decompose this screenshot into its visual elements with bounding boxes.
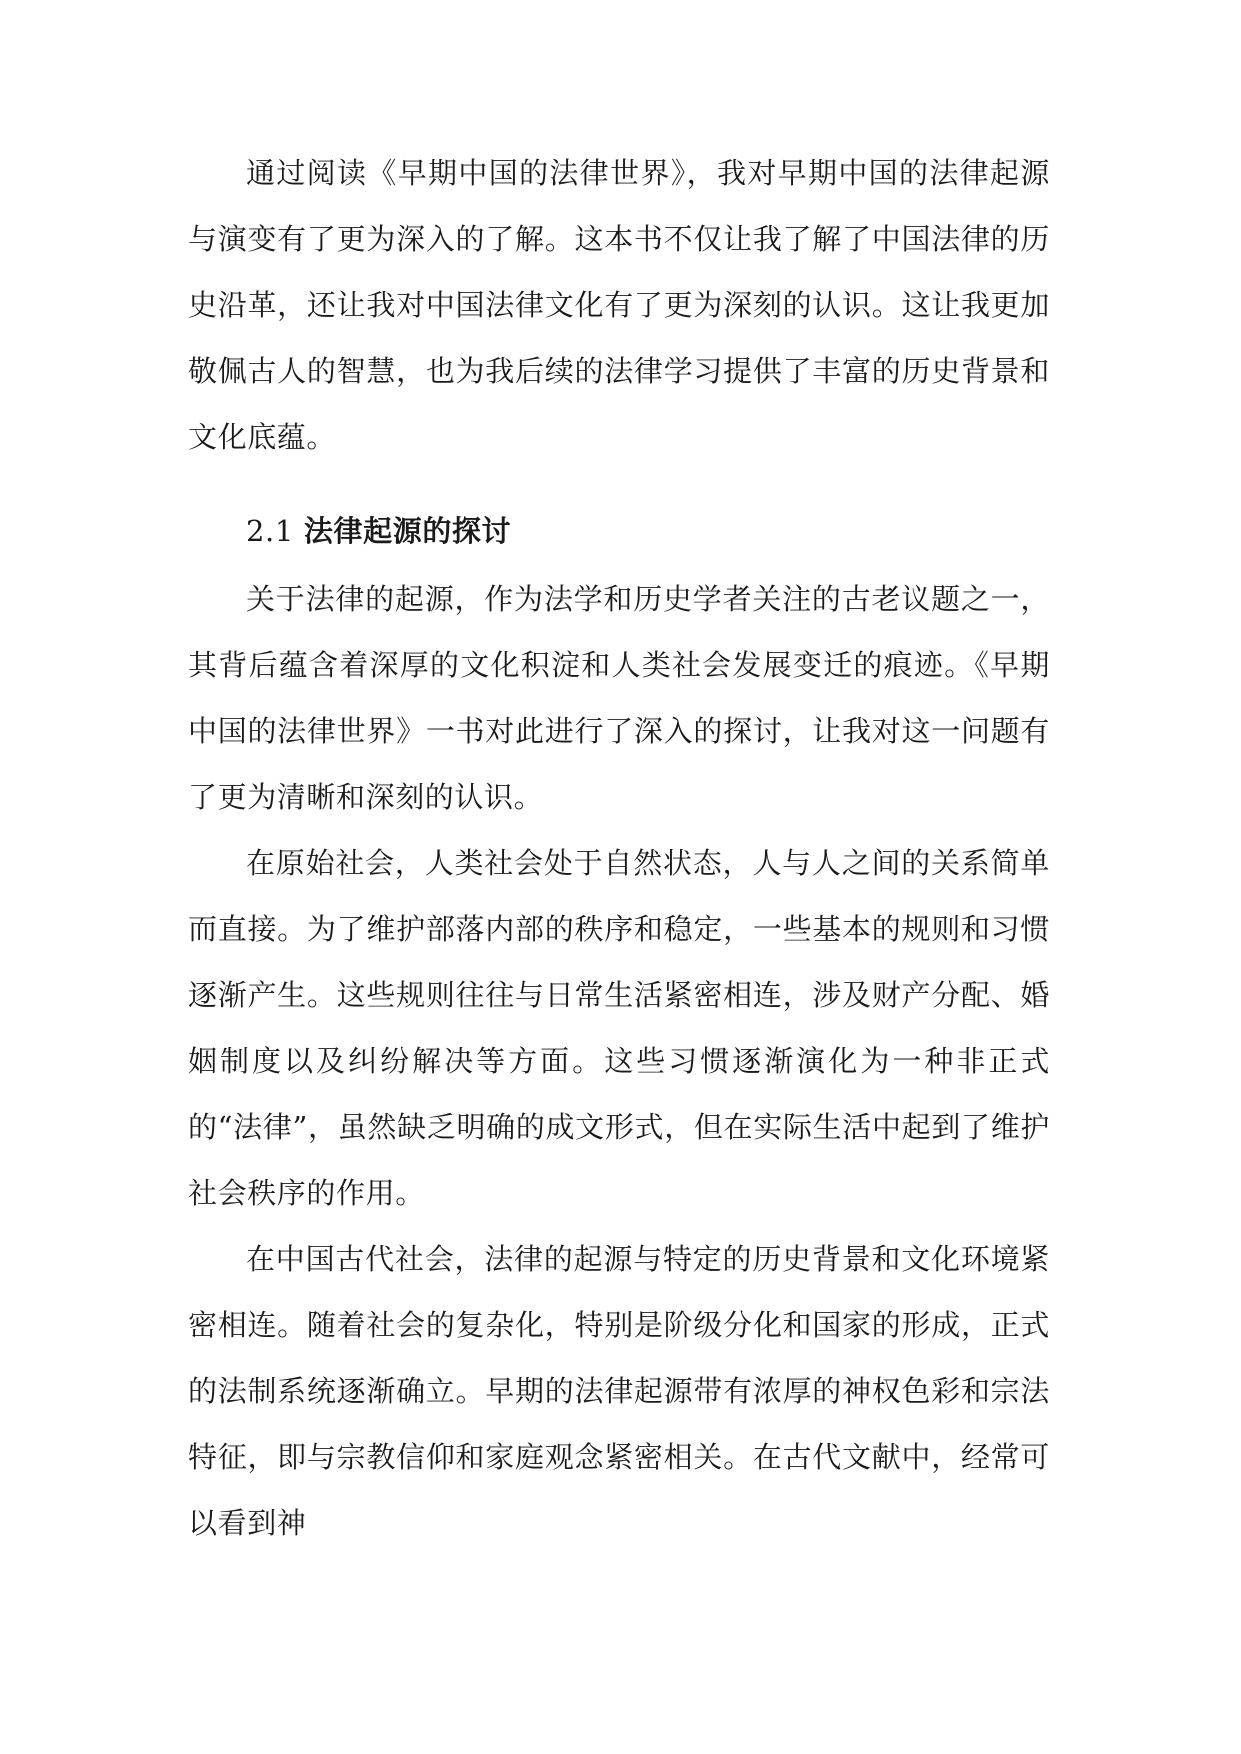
section-number: 2.1 (246, 514, 294, 548)
intro-paragraph: 通过阅读《早期中国的法律世界》，我对早期中国的法律起源与演变有了更为深入的了解。这本书不仅让我了解了中国法律的历史沿革，还让我对中国法律文化有了更为深刻的认识。这让我更加敬佩古人的智慧，也为我后续的法律学习提供了丰富的历史背景和文化底蕴。 (188, 156, 1050, 454)
document-body (188, 140, 1050, 1556)
body-paragraph: 在中国古代社会，法律的起源与特定的历史背景和文化环境紧密相连。随着社会的复杂化，特别是阶级分化和国家的形成，正式的法制系统逐渐确立。早期的法律起源带有浓厚的神权色彩和宗法特征，即与宗教信仰和家庭观念紧密相关。在古代文献中，经常可以看到神 (188, 1242, 1050, 1540)
section-heading (188, 498, 1050, 564)
body-paragraph: 关于法律的起源，作为法学和历史学者关注的古老议题之一，其背后蕴含着深厚的文化积淀和人类社会发展变迁的痕迹。《早期中国的法律世界》一书对此进行了深入的探讨，让我对这一问题有了更为清晰和深刻的认识。 (188, 582, 1050, 814)
section-title: 法律起源的探讨 (303, 514, 512, 548)
body-paragraph: 在原始社会，人类社会处于自然状态，人与人之间的关系简单而直接。为了维护部落内部的秩序和稳定，一些基本的规则和习惯逐渐产生。这些规则往往与日常生活紧密相连，涉及财产分配、婚姻制度以及纠纷解决等方面。这些习惯逐渐演化为一种非正式的“法律”，虽然缺乏明确的成文形式，但在实际生活中起到了维护社会秩序的作用。 (188, 846, 1050, 1210)
